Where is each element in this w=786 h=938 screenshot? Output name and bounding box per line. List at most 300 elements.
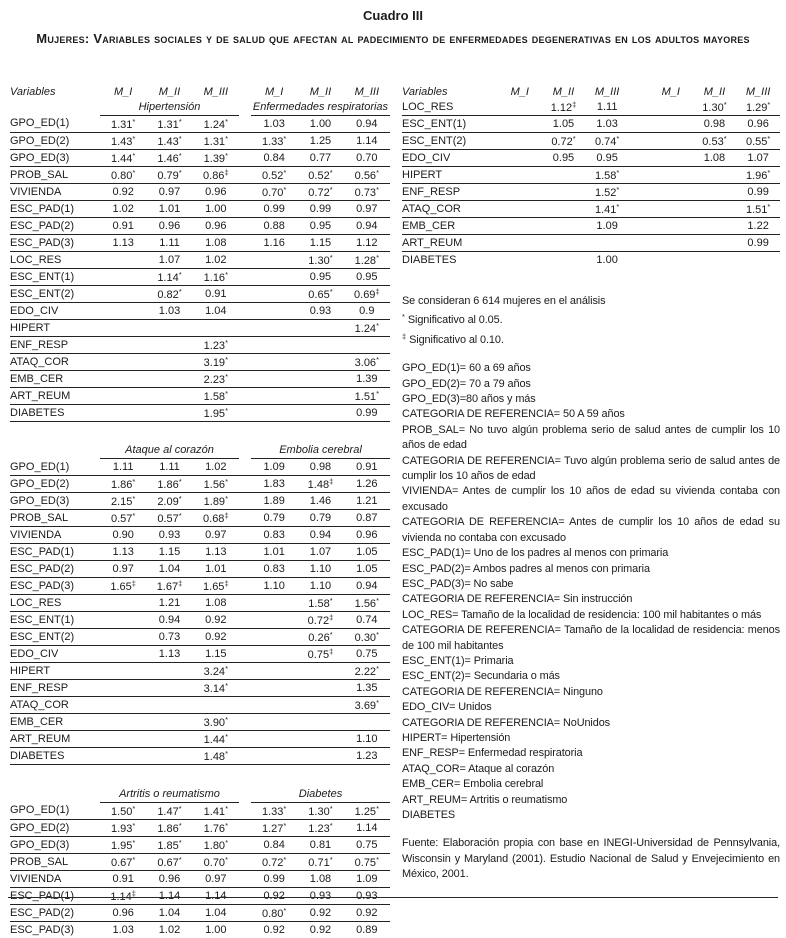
gap-cell	[239, 370, 251, 387]
cell-value: 0.97	[100, 561, 146, 578]
cell-value	[297, 714, 343, 731]
note-line: CATEGORIA DE REFERENCIA= NoUnidos	[402, 716, 611, 729]
significance-marker: *	[132, 116, 136, 126]
significance-marker: *	[225, 732, 228, 741]
table-row	[10, 370, 390, 387]
significance-marker: *	[225, 116, 228, 126]
table-row	[10, 166, 390, 183]
significance-marker: *	[376, 596, 379, 605]
significance-marker: *	[329, 803, 333, 813]
bottom-rule	[8, 897, 778, 898]
significance-marker: *	[132, 133, 136, 143]
gap-cell	[239, 302, 251, 319]
gap-cell	[239, 561, 251, 578]
model-header: M_III	[354, 85, 380, 98]
cell-value	[649, 116, 693, 133]
row-variable: ATAQ_COR	[402, 201, 498, 218]
cell-value: 0.96	[146, 870, 192, 887]
cell-value	[542, 167, 586, 184]
model-header: M_II	[158, 85, 181, 98]
cell-value: 0.94	[344, 115, 390, 132]
gap-cell	[629, 218, 649, 235]
significance-marker: ‡	[224, 167, 229, 177]
cell-value: 0.71*	[297, 853, 343, 870]
cell-value	[736, 252, 780, 269]
cell-value	[297, 748, 343, 765]
row-variable: ESC_PAD(2)	[10, 904, 100, 921]
left-column	[10, 84, 390, 938]
cell-value: 1.01	[146, 200, 192, 217]
note-line: ART_REUM= Artritis o reumatismo	[402, 793, 568, 806]
cell-value: 2.23*	[193, 370, 239, 387]
cell-value: 1.24*	[344, 319, 390, 336]
cell-value: 1.23*	[193, 336, 239, 353]
cell-value: 1.30*	[297, 251, 343, 268]
cell-value: 0.81	[297, 836, 343, 853]
cell-value: 1.08	[193, 595, 239, 612]
significance-marker: *	[376, 698, 379, 707]
gap-cell	[239, 387, 251, 404]
significance-marker: *	[225, 681, 228, 690]
cell-value: 0.57*	[100, 510, 146, 527]
gap-cell	[239, 510, 251, 527]
cell-value: 0.92	[251, 887, 297, 904]
cell-value	[649, 201, 693, 218]
cell-value	[146, 370, 192, 387]
cell-value: 0.93	[297, 887, 343, 904]
significance-marker: *	[225, 477, 228, 486]
cell-value: 0.93	[344, 887, 390, 904]
group-label: Embolia cerebral	[251, 443, 390, 459]
row-variable: GPO_ED(1)	[10, 802, 100, 819]
significance-marker: *	[376, 388, 379, 398]
gap-cell	[239, 217, 251, 234]
cell-value: 0.99	[251, 870, 297, 887]
cell-value	[100, 285, 146, 302]
gap-cell	[239, 697, 251, 714]
cell-value: 1.50*	[100, 802, 146, 819]
cell-value: 1.08	[193, 234, 239, 251]
cell-value	[251, 629, 297, 646]
cell-value: 1.25*	[344, 802, 390, 819]
cell-value	[100, 731, 146, 748]
cell-value: 1.12‡	[542, 99, 586, 116]
table-row	[10, 802, 390, 819]
gap-cell	[239, 84, 251, 99]
table-row	[10, 853, 390, 870]
significance-marker: *	[132, 837, 136, 847]
table-row	[402, 99, 780, 116]
significance-marker: *	[616, 168, 620, 177]
group-header-row	[10, 786, 390, 802]
significance-marker: ‡	[375, 286, 380, 296]
cell-value: 0.96	[736, 116, 780, 133]
cell-value: 1.10	[251, 578, 297, 595]
cell-value: 1.30*	[693, 99, 737, 116]
significance-marker: *	[723, 100, 727, 109]
cell-value	[100, 629, 146, 646]
row-variable: ART_REUM	[10, 387, 100, 404]
gap-cell	[239, 166, 251, 183]
row-variable: VIVIENDA	[10, 870, 100, 887]
significance-marker: *	[283, 820, 287, 830]
gap-cell	[239, 853, 251, 870]
group-header-row	[10, 443, 390, 459]
table-row	[10, 251, 390, 268]
cell-value: 0.70*	[193, 853, 239, 870]
cell-value	[146, 353, 192, 370]
cell-value: 1.03	[112, 923, 134, 936]
table-artritis-reumatismo-diabetes	[10, 786, 390, 938]
significance-marker: *	[178, 167, 182, 177]
table-row	[10, 578, 390, 595]
cell-value: 1.58*	[297, 595, 343, 612]
gap-cell	[239, 404, 251, 421]
cell-value	[693, 167, 737, 184]
cell-value	[542, 252, 586, 269]
note-line: ENF_RESP= Enfermedad respiratoria	[402, 747, 583, 760]
row-variable: PROB_SAL	[10, 853, 100, 870]
significance-marker: *	[329, 252, 333, 262]
gap-cell	[239, 680, 251, 697]
cell-value: 0.95	[297, 268, 343, 285]
cell-value: 1.52*	[585, 184, 629, 201]
note-line: ESC_ENT(1)= Primaria	[402, 654, 514, 667]
significance-marker: *	[376, 630, 379, 639]
row-variable: VIVIENDA	[10, 527, 100, 544]
cell-value: 0.96	[146, 217, 192, 234]
row-variable: ESC_PAD(3)	[10, 923, 74, 936]
significance-marker: *	[329, 184, 333, 194]
cell-value	[251, 251, 297, 268]
gap-cell	[239, 629, 251, 646]
cell-value: 0.75‡	[297, 646, 343, 663]
gap-cell	[239, 819, 251, 836]
cell-value	[498, 201, 542, 218]
row-variable: EMB_CER	[10, 714, 100, 731]
note-line: EMB_CER= Embolia cerebral	[402, 778, 544, 791]
significance-marker: *	[376, 854, 379, 864]
cell-value	[297, 370, 343, 387]
gap-cell	[239, 921, 251, 938]
table-caption	[0, 0, 786, 49]
cell-value: 1.31*	[100, 115, 146, 132]
note-line: CATEGORIA DE REFERENCIA= Sin instrucción	[402, 593, 633, 606]
cell-value: 1.13	[146, 646, 192, 663]
cell-value: 0.92	[309, 923, 332, 936]
table-row	[10, 836, 390, 853]
cell-value: 0.95	[585, 150, 629, 167]
gap-cell	[629, 201, 649, 218]
cell-value: 1.31*	[146, 115, 192, 132]
cell-value	[251, 336, 297, 353]
gap-cell	[629, 150, 649, 167]
cell-value	[498, 235, 542, 252]
cell-value	[100, 387, 146, 404]
cell-value: 1.13	[100, 234, 146, 251]
cell-value: 0.55*	[736, 133, 780, 150]
gap-cell	[629, 133, 649, 150]
cell-value: 3.69*	[344, 697, 390, 714]
cell-value: 1.15	[297, 234, 343, 251]
table-row	[10, 714, 390, 731]
significance-marker: *	[178, 116, 182, 126]
significance-marker: ‡	[224, 579, 229, 588]
notes-block	[402, 836, 780, 882]
cell-value: 1.46*	[146, 149, 192, 166]
cell-value: 0.91	[100, 217, 146, 234]
gap-cell	[629, 99, 649, 116]
cell-value	[251, 595, 297, 612]
gap-cell	[239, 443, 251, 459]
cell-value: 0.99	[344, 404, 390, 421]
row-variable: GPO_ED(3)	[10, 836, 100, 853]
note-line: ESC_PAD(2)= Ambos padres al menos con primaria	[402, 562, 650, 575]
row-variable: ATAQ_COR	[10, 697, 100, 714]
cell-value: 0.72*	[542, 133, 586, 150]
gap-cell	[239, 870, 251, 887]
cell-value	[693, 184, 737, 201]
gap-cell	[629, 184, 649, 201]
cell-value: 1.67‡	[146, 578, 192, 595]
gap-cell	[239, 612, 251, 629]
table-row	[10, 183, 390, 200]
cell-value: 1.03	[585, 116, 629, 133]
cell-value: 1.02	[100, 200, 146, 217]
group-label: Enfermedades respiratorias	[251, 99, 390, 115]
cell-value: 1.83	[251, 476, 297, 493]
cell-value: 0.92	[344, 904, 390, 921]
table-row	[10, 476, 390, 493]
cell-value: 1.02	[193, 251, 239, 268]
row-variable: EDO_CIV	[402, 150, 498, 167]
cell-value: 1.86*	[146, 819, 192, 836]
cell-value: 1.44*	[100, 149, 146, 166]
cell-value: 1.14	[146, 887, 192, 904]
row-variable: ESC_ENT(1)	[10, 612, 100, 629]
table-row	[10, 561, 390, 578]
cell-value: 0.30*	[344, 629, 390, 646]
row-variable: LOC_RES	[10, 595, 100, 612]
table-row	[10, 353, 390, 370]
cell-value: 0.95	[297, 217, 343, 234]
notes-block	[402, 361, 780, 823]
row-variable: ESC_PAD(3)	[10, 234, 100, 251]
note-line: GPO_ED(2)= 70 a 79 años	[402, 377, 531, 390]
significance-marker: *	[376, 184, 379, 194]
cell-value	[100, 697, 146, 714]
cell-value	[100, 646, 146, 663]
significance-marker: *	[767, 134, 771, 143]
cell-value: 1.89*	[193, 493, 239, 510]
significance-marker: *	[178, 837, 182, 847]
cell-value	[251, 714, 297, 731]
gap-cell	[629, 252, 649, 269]
cell-value	[693, 218, 737, 235]
cell-value: 0.95	[542, 150, 586, 167]
cell-value	[100, 404, 146, 421]
gap-cell	[239, 578, 251, 595]
significance-marker: *	[225, 837, 228, 847]
cell-value: 1.04	[146, 904, 192, 921]
row-variable: ART_REUM	[402, 235, 498, 252]
cell-value: 1.00	[205, 923, 227, 936]
significance-marker: *	[178, 150, 182, 160]
cell-value	[146, 714, 192, 731]
cell-value: 0.26*	[297, 629, 343, 646]
cell-value: 1.08	[693, 150, 737, 167]
note-line: GPO_ED(3)=80 años y más	[402, 393, 536, 406]
significance-marker: *	[283, 133, 287, 143]
note-line: CATEGORIA DE REFERENCIA= Tuvo algún problema serio de salud antes de cumplir los 10 años de edad	[402, 454, 780, 483]
table-row	[10, 870, 390, 887]
cell-value: 0.91	[100, 870, 146, 887]
significance-marker: ‡	[572, 100, 577, 109]
significance-marker: *	[376, 354, 379, 364]
significance-marker: *	[178, 854, 182, 864]
cell-value: 1.23	[344, 748, 390, 765]
cell-value: 0.95	[344, 268, 390, 285]
cell-value: 1.05	[344, 544, 390, 561]
gap-cell	[239, 234, 251, 251]
cell-value: 1.27*	[251, 819, 297, 836]
row-variable: DIABETES	[402, 254, 457, 266]
cell-value	[297, 697, 343, 714]
significance-marker: ‡	[329, 647, 334, 656]
cell-value: 0.75*	[344, 853, 390, 870]
table-row	[10, 510, 390, 527]
table-row	[10, 459, 390, 476]
cell-value: 1.05	[344, 561, 390, 578]
cell-value: 0.70	[344, 149, 390, 166]
cell-value: 1.76*	[193, 819, 239, 836]
cell-value	[693, 235, 737, 252]
note-line: GPO_ED(1)= 60 a 69 años	[402, 362, 531, 375]
cell-value: 0.70*	[251, 183, 297, 200]
cell-value: 1.10	[297, 578, 343, 595]
row-variable: PROB_SAL	[10, 510, 100, 527]
cell-value	[251, 387, 297, 404]
cell-value: 1.47*	[146, 802, 192, 819]
variables-header: Variables	[402, 85, 448, 98]
significance-marker: *	[329, 167, 333, 177]
significance-marker: *	[616, 134, 620, 143]
cell-value	[251, 646, 297, 663]
cell-value	[100, 370, 146, 387]
cell-value: 1.30*	[297, 802, 343, 819]
cell-value: 1.48‡	[297, 476, 343, 493]
cell-value: 1.21	[146, 595, 192, 612]
cell-value: 0.97	[146, 183, 192, 200]
row-variable: ESC_ENT(1)	[10, 268, 100, 285]
significance-marker: *	[572, 134, 576, 143]
table-row	[402, 184, 780, 201]
cell-value: 1.25	[297, 132, 343, 149]
cell-value: 1.04	[193, 302, 239, 319]
row-variable: DIABETES	[10, 404, 100, 421]
cell-value: 0.82*	[146, 285, 192, 302]
gap-cell	[239, 802, 251, 819]
cell-value: 1.28*	[344, 251, 390, 268]
row-variable: LOC_RES	[402, 99, 498, 116]
cell-value: 1.65‡	[193, 578, 239, 595]
cell-value	[542, 235, 586, 252]
cell-value: 3.06*	[344, 353, 390, 370]
gap-cell	[629, 116, 649, 133]
model-header: M_II	[703, 85, 726, 98]
cell-value	[649, 167, 693, 184]
cell-value: 0.79*	[146, 166, 192, 183]
cell-value: 1.23*	[297, 819, 343, 836]
gap-cell	[239, 731, 251, 748]
cell-value	[100, 336, 146, 353]
note-line: CATEGORIA DE REFERENCIA= 50 A 59 años	[402, 408, 625, 421]
table-row	[402, 116, 780, 133]
cell-value: 1.95*	[193, 404, 239, 421]
cell-value	[100, 680, 146, 697]
significance-marker: ‡	[131, 579, 136, 588]
row-variable: ESC_PAD(1)	[10, 200, 100, 217]
cell-value: 3.90*	[193, 714, 239, 731]
row-variable: GPO_ED(3)	[10, 149, 100, 166]
significance-marker: *	[329, 596, 333, 605]
gap-cell	[10, 443, 100, 459]
cell-value	[251, 268, 297, 285]
significance-marker: *	[329, 286, 333, 296]
cell-value: 0.91	[193, 285, 239, 302]
cell-value: 1.33*	[251, 802, 297, 819]
table-title: Mujeres: Variables sociales y de salud que afectan al padecimiento de enfermedades degenerativas en los adultos mayores	[36, 31, 750, 46]
model-header: M_III	[203, 85, 229, 98]
group-header-row	[10, 99, 390, 115]
cell-value	[344, 714, 390, 731]
cell-value: 0.96	[193, 217, 239, 234]
cell-value	[100, 353, 146, 370]
gap-cell	[239, 99, 251, 115]
cell-value	[542, 184, 586, 201]
row-variable: EMB_CER	[10, 370, 100, 387]
cell-value	[146, 319, 192, 336]
cell-value: 0.84	[251, 149, 297, 166]
cell-value	[146, 404, 192, 421]
gap-cell	[239, 353, 251, 370]
cell-value	[100, 748, 146, 765]
row-variable: ENF_RESP	[10, 680, 100, 697]
group-label: Artritis o reumatismo	[100, 786, 239, 802]
cell-value	[251, 370, 297, 387]
model-header: M_I	[510, 85, 529, 98]
note-line: EDO_CIV= Unidos	[402, 701, 492, 714]
significance-marker: *	[178, 494, 182, 503]
right-column	[402, 84, 780, 896]
cell-value: 1.58*	[193, 387, 239, 404]
row-variable: PROB_SAL	[10, 166, 100, 183]
cell-value: 1.10	[344, 731, 390, 748]
table-row	[10, 319, 390, 336]
cell-value: 1.43*	[146, 132, 192, 149]
cell-value: 1.11	[100, 459, 146, 476]
cell-value: 1.07	[736, 150, 780, 167]
cell-value	[251, 285, 297, 302]
cell-value	[297, 387, 343, 404]
cell-value: 0.93	[297, 302, 343, 319]
row-variable: ATAQ_COR	[10, 353, 100, 370]
significance-marker: *	[132, 494, 136, 503]
cell-value: 1.89	[251, 493, 297, 510]
table-row	[10, 904, 390, 921]
cell-value	[498, 150, 542, 167]
cell-value	[297, 336, 343, 353]
